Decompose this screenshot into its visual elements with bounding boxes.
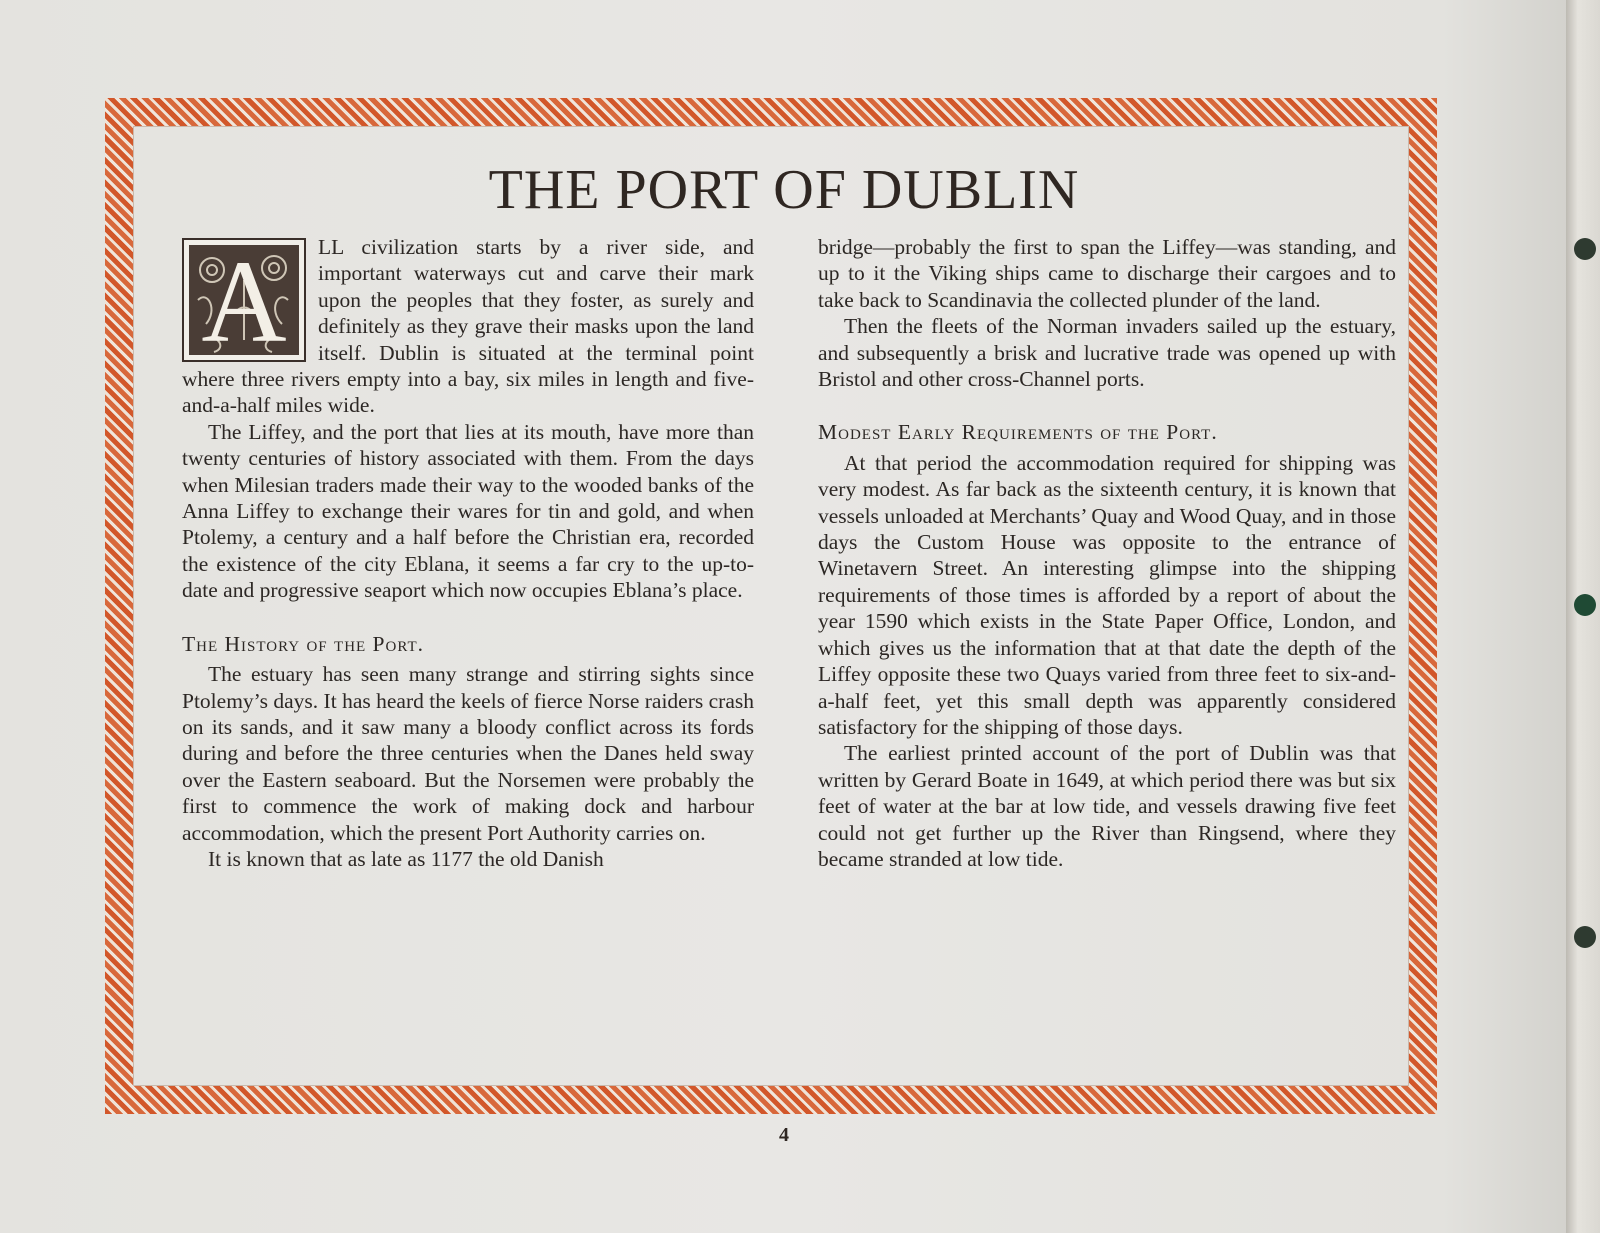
liffey-history-paragraph: The Liffey, and the port that lies at its mouth, have more than twenty centuries of history associated with them. From the days when Milesian traders made their way to the wooded banks of the Anna Liffey to exchange their wares for tin and gold, and when Ptolemy, a century and a half before the Christian era, recorded the existence of the city Eblana, it seems a far cry to the up-to-date and progressive seaport which now occupies Eblana’s place. xyxy=(182,419,754,603)
binding-hole-middle xyxy=(1574,594,1596,616)
illuminated-dropcap xyxy=(182,236,306,367)
intro-paragraph: LL civilization starts by a river side, and important waterways cut and carve their mark upon the peoples that they foster, as surely and definitely as they grave their masks upon the land itself. Dublin is situated at the terminal point where three rivers empty into a bay, six miles in length and five-and-a-half miles wide. xyxy=(182,235,754,418)
page-title: THE PORT OF DUBLIN xyxy=(488,159,1080,221)
section-heading-requirements: Modest Early Requirements of the Port. xyxy=(818,420,1218,445)
boate-account-paragraph: The earliest printed account of the port of Dublin was that written by Gerard Boate in 1649, at which period there was but six feet of water at the bar at low tide, and vessels drawing five feet could not get further up the River than Ringsend, where they became stranded at low tide. xyxy=(818,741,1396,871)
dropcap-letter: A xyxy=(201,236,287,367)
section-heading-history: The History of the Port. xyxy=(182,631,424,656)
accommodation-paragraph: At that period the accommodation required for shipping was very modest. As far back as the sixteenth century, it is known that vessels unloaded at Merchants’ Quay and Wood Quay, and in those days the Custom House was opposite to the entrance of Winetavern Street. An interesting glimpse into the shipping requirements of those times is afforded by a report of about the year 1590 which exists in the State Paper Office, London, and which gives us the information that at that date the depth of the Liffey opposite these two Quays varied from three feet to six-and-a-half feet, yet this small depth was apparently considered satisfactory for the shipping of those days. xyxy=(818,450,1396,739)
left-column xyxy=(182,234,754,872)
right-column xyxy=(818,234,1396,872)
binding-hole-bottom xyxy=(1574,926,1596,948)
danish-bridge-paragraph-end: bridge—probably the first to span the Liffey—was standing, and up to it the Viking ships came to discharge their cargoes and to take back to Scandinavia the collected plunder of the land. xyxy=(818,235,1396,312)
norman-invaders-paragraph: Then the fleets of the Norman invaders sailed up the estuary, and subsequently a brisk and lucrative trade was opened up with Bristol and other cross-Channel ports. xyxy=(818,314,1396,392)
danish-bridge-paragraph-start: It is known that as late as 1177 the old Danish xyxy=(208,846,604,871)
book-spine xyxy=(1566,0,1600,1233)
estuary-paragraph: The estuary has seen many strange and stirring sights since Ptolemy’s days. It has heard the keels of fierce Norse raiders crash on its sands, and it saw many a bloody conflict across its fords during and before the three centuries when the Danes held sway over the Eastern seaboard. But the Norsemen were probably the first to commence the work of making dock and harbour accommodation, which the present Port Authority carries on. xyxy=(182,662,754,845)
page-number: 4 xyxy=(779,1124,789,1146)
binding-hole-top xyxy=(1574,238,1596,260)
